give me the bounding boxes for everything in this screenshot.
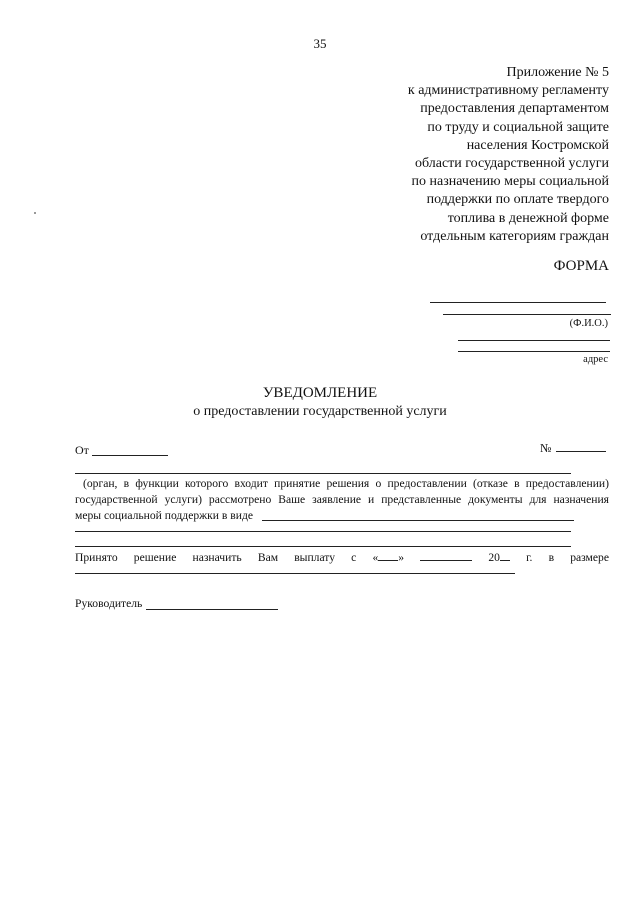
decision-line [75,551,609,564]
amount-line [75,573,515,574]
fio-caption: (Ф.И.О.) [569,318,608,329]
from-label: От [75,443,89,457]
form-label: ФОРМА [553,258,609,274]
year-prefix: 20 [488,551,500,564]
decision-word: решение [133,551,177,564]
recipient-address-line-1 [458,340,610,341]
appendix-line: топлива в денежной форме [447,210,609,226]
body-line-3: меры социальной поддержки в виде [75,509,253,522]
body-line-2: государственной услуги) рассмотрено Ваше заявление и представленные документы для назначения [75,493,609,506]
from-line [92,455,168,456]
date-close-quote: » [398,551,405,564]
appendix-line: поддержки по оплате твердого [426,192,609,208]
authority-line [75,473,571,474]
decision-word: в [548,551,555,564]
blank-line-2 [75,546,571,547]
appendix-line: населения Костромской [466,137,609,153]
year-blank [500,560,510,561]
date-field [372,551,404,564]
scan-speck [34,212,36,214]
body-line-1: (орган, в функции которого входит принятие решения о предоставлении (отказе в предоставлении) [83,477,609,490]
decision-word: с [351,551,357,564]
decision-word: размере [570,551,609,564]
address-caption: адрес [583,354,608,365]
signature-line [146,609,278,610]
notice-title: УВЕДОМЛЕНИЕ [262,385,378,401]
page-number: 35 [313,36,327,51]
appendix-line: по труду и социальной защите [427,119,609,135]
recipient-name-line-1 [430,302,606,303]
head-label: Руководитель [75,597,143,610]
decision-word: выплату [294,551,336,564]
appendix-line: к административному регламенту [407,83,609,99]
decision-word: Принято [75,551,118,564]
month-blank [420,560,472,561]
year-suffix: г. [526,551,533,564]
appendix-line: отдельным категориям граждан [420,228,609,244]
appendix-header [349,64,609,246]
year-field [488,551,510,564]
recipient-name-line-2 [443,314,611,315]
notice-body [75,476,609,524]
appendix-line: Приложение № 5 [506,65,609,80]
notice-subtitle: о предоставлении государственной услуги [193,404,447,419]
appendix-line: по назначению меры социальной [411,174,609,190]
date-open-quote: « [372,551,379,564]
number-label: № [540,441,552,455]
recipient-address-line-2 [458,351,610,352]
decision-word: назначить [192,551,242,564]
day-blank [378,560,398,561]
appendix-line: области государственной услуги [414,156,609,172]
appendix-line: предоставления департаментом [420,101,609,117]
support-type-line [262,520,574,521]
blank-line-1 [75,531,571,532]
number-line [556,451,606,452]
decision-word: Вам [257,551,279,564]
